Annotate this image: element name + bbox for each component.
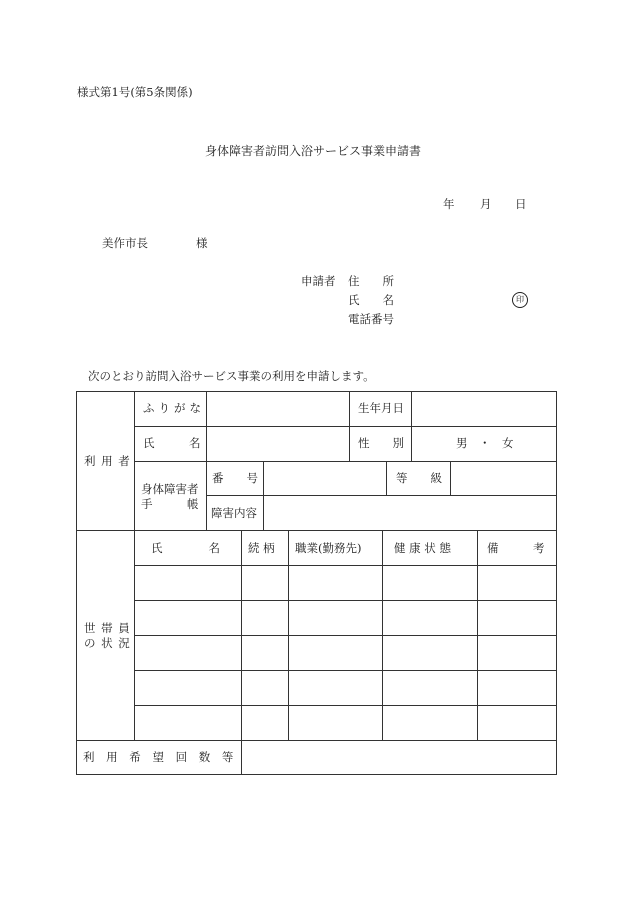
household-label-line2: の 状 況 — [84, 636, 131, 650]
name-label: 氏 名 — [143, 436, 201, 450]
intro-text: 次のとおり訪問入浴サービス事業の利用を申請します。 — [88, 369, 375, 383]
handbook-grade-label: 等 級 — [396, 471, 442, 485]
applicant-name-label: 氏 名 — [348, 293, 394, 307]
addressee-name: 美作市長 — [102, 236, 148, 250]
sex-options: 男 ・ 女 — [456, 436, 514, 450]
usage-label: 利 用 希 望 回 数 等 — [83, 750, 238, 764]
column-header-occupation: 職業(勤務先) — [295, 541, 362, 555]
seal-mark: 印 — [512, 292, 528, 308]
column-header-remarks: 備 考 — [487, 541, 545, 555]
date-day: 日 — [515, 197, 527, 211]
sex-label: 性 別 — [358, 436, 404, 450]
handbook-number-label: 番 号 — [212, 471, 258, 485]
date-month: 月 — [480, 197, 492, 211]
applicant-label: 申請者 — [301, 274, 336, 288]
furigana-label: ふりがな — [143, 401, 205, 415]
disability-label: 障害内容 — [211, 506, 257, 520]
form-number: 様式第1号(第5条関係) — [77, 85, 193, 99]
handbook-label-line2: 手 帳 — [141, 497, 199, 511]
page-title: 身体障害者訪問入浴サービス事業申請書 — [205, 144, 422, 158]
applicant-address-label: 住 所 — [348, 274, 394, 288]
birthdate-label: 生年月日 — [358, 401, 404, 415]
applicant-phone-label: 電話番号 — [348, 312, 394, 326]
column-header-relation: 続 柄 — [248, 541, 275, 555]
column-header-health: 健 康 状 態 — [394, 541, 451, 555]
date-year: 年 — [443, 197, 455, 211]
column-header-name: 氏 名 — [151, 541, 220, 555]
handbook-label-line1: 身体障害者 — [141, 482, 199, 496]
addressee-honorific: 様 — [196, 236, 208, 250]
household-label-line1: 世 帯 員 — [84, 621, 131, 635]
user-section-label: 利 用 者 — [84, 454, 131, 468]
